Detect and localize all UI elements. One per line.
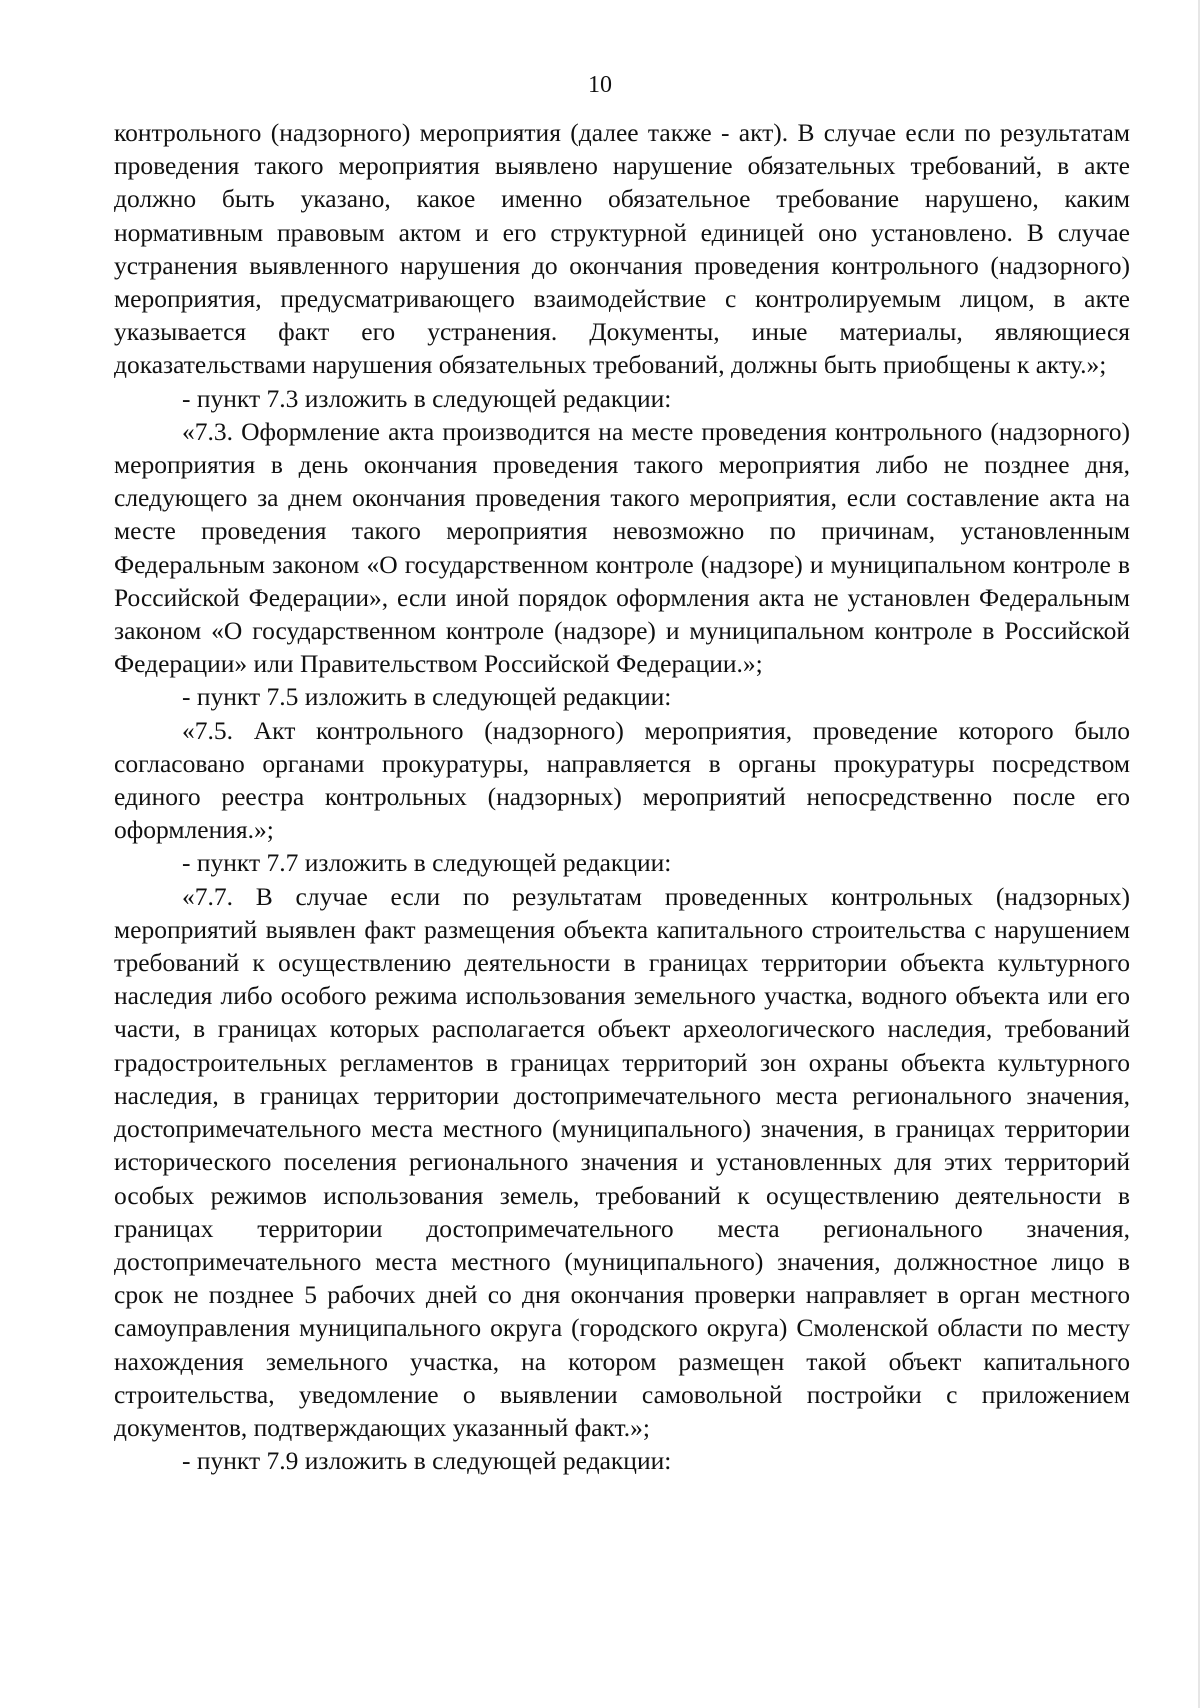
- paragraph-item-7-9-instruction: - пункт 7.9 изложить в следующей редакции:: [182, 1446, 672, 1476]
- paragraph-item-7-5-text: «7.5. Акт контрольного (надзорного) мероприятия, проведение которого было согласовано органами прокуратуры, направляется в органы прокуратуры посредством единого реестра контрольных (надзорных) мероприятий непосредственно после его оформления.»;: [114, 715, 1130, 845]
- paragraph-item-7-5-instruction: - пункт 7.5 изложить в следующей редакции:: [182, 682, 672, 712]
- paragraph-item-7-7-instruction: - пункт 7.7 изложить в следующей редакции:: [182, 848, 672, 878]
- document-body: [114, 116, 1130, 1477]
- page-number: 10: [588, 72, 612, 98]
- paragraph-act-continuation: контрольного (надзорного) мероприятия (далее также - акт). В случае если по результатам проведения такого мероприятия выявлено нарушение обязательных требований, в акте должно быть указано, какое именно обязательное требование нарушено, каким нормативным правовым актом и его структурной единицей оно установлено. В случае устранения выявленного нарушения до окончания проведения контрольного (надзорного) мероприятия, предусматривающего взаимодействие с контролируемым лицом, в акте указывается факт его устранения. Документы, иные материалы, являющиеся доказательствами нарушения обязательных требований, должны быть приобщены к акту.»;: [114, 118, 1130, 380]
- paragraph-item-7-3-instruction: - пункт 7.3 изложить в следующей редакции:: [182, 383, 672, 413]
- paragraph-item-7-7-text: «7.7. В случае если по результатам проведенных контрольных (надзорных) мероприятий выявлен факт размещения объекта капитального строительства с нарушением требований к осуществлению деятельности в границах территории объекта культурного наследия либо особого режима использования земельного участка, водного объекта или его части, в границах которых располагается объект археологического наследия, требований градостроительных регламентов в границах территорий зон охраны объекта культурного наследия, в границах территории достопримечательного места регионального значения, достопримечательного места местного (муниципального) значения, в границах территории исторического поселения регионального значения и установленных для этих территорий особых режимов использования земель, требований к осуществлению деятельности в границах территории достопримечательного места регионального значения, достопримечательного места местного (муниципального) значения, должностное лицо в срок не позднее 5 рабочих дней со дня окончания проверки направляет в орган местного самоуправления муниципального округа (городского округа) Смоленской области по месту нахождения земельного участка, на котором размещен такой объект капитального строительства, уведомление о выявлении самовольной постройки с приложением документов, подтверждающих указанный факт.»;: [114, 881, 1130, 1442]
- paragraph-item-7-3-text: «7.3. Оформление акта производится на месте проведения контрольного (надзорного) мероприятия в день окончания проведения такого мероприятия либо не позднее дня, следующего за днем окончания проведения такого мероприятия, если составление акта на месте проведения такого мероприятия невозможно по причинам, установленным Федеральным законом «О государственном контроле (надзоре) и муниципальном контроле в Российской Федерации», если иной порядок оформления акта не установлен Федеральным законом «О государственном контроле (надзоре) и муниципальном контроле в Российской Федерации» или Правительством Российской Федерации.»;: [114, 416, 1130, 679]
